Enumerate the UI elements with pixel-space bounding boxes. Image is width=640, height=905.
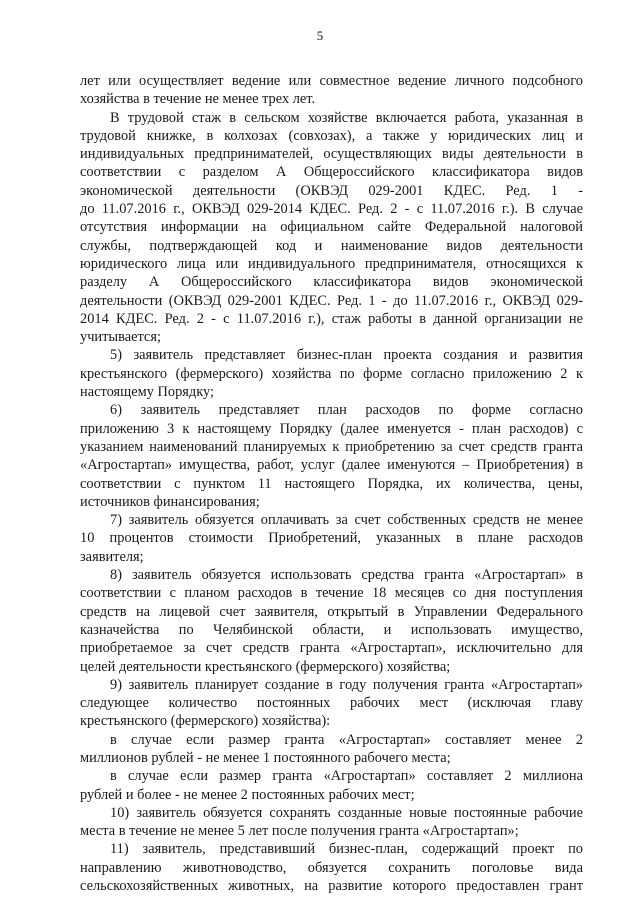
text-line: индивидуальных предпринимателей, осуществляющих виды деятельности в bbox=[80, 146, 583, 163]
text-line: деятельности (ОКВЭД 029-2001 КДЕС. Ред. 1 - до 11.07.2016 г., ОКВЭД 029- bbox=[80, 292, 583, 309]
text-line: соответствии с пунктом 11 настоящего Порядка, их количества, цены, bbox=[80, 475, 583, 492]
text-line: миллионов рублей - не менее 1 постоянного рабочего места; bbox=[80, 749, 451, 766]
text-line: В трудовой стаж в сельском хозяйстве включается работа, указанная в bbox=[110, 109, 583, 126]
text-line: крестьянского (фермерского) хозяйства по форме согласно приложению 2 к bbox=[80, 365, 583, 382]
text-line: разделу А Общероссийского классификатора видов экономической bbox=[80, 274, 583, 291]
text-line: источников финансирования; bbox=[80, 493, 260, 510]
text-line: приложению 3 к настоящему Порядку (далее именуется - план расходов) с bbox=[80, 420, 583, 437]
text-line: трудовой книжке, в колхозах (совхозах), а также у юридических лиц и bbox=[80, 127, 583, 144]
text-line: 2014 КДЕС. Ред. 2 - с 11.07.2016 г.), стаж работы в данной организации не bbox=[80, 310, 583, 327]
text-line: 11) заявитель, представивший бизнес-план, содержащий проект по bbox=[110, 841, 583, 858]
text-line: 10 процентов стоимости Приобретений, указанных в плане расходов bbox=[80, 530, 583, 547]
text-line: экономической деятельности (ОКВЭД 029-2001 КДЕС. Ред. 1 - bbox=[80, 182, 583, 199]
document-body bbox=[80, 72, 583, 895]
text-line: 8) заявитель обязуется использовать средства гранта «Агростартап» в bbox=[110, 567, 583, 584]
text-line: 9) заявитель планирует создание в году получения гранта «Агростартап» bbox=[110, 676, 583, 693]
text-line: указанием наименований планируемых к приобретению за счет средств гранта bbox=[80, 438, 583, 455]
text-line: до 11.07.2016 г., ОКВЭД 029-2014 КДЕС. Ред. 2 - с 11.07.2016 г.). В случае bbox=[80, 201, 583, 218]
text-line: 7) заявитель обязуется оплачивать за счет собственных средств не менее bbox=[110, 512, 583, 529]
text-line: юридического лица или индивидуального предпринимателя, относящихся к bbox=[80, 255, 583, 272]
text-line: учитывается; bbox=[80, 329, 161, 346]
text-line: отсутствия информации на официальном сайте Федеральной налоговой bbox=[80, 219, 583, 236]
text-line: в случае если размер гранта «Агростартап» составляет 2 миллиона bbox=[110, 768, 583, 785]
text-line: рублей и более - не менее 2 постоянных рабочих мест; bbox=[80, 786, 415, 803]
text-line: настоящему Порядку; bbox=[80, 384, 214, 401]
text-line: лет или осуществляет ведение или совместное ведение личного подсобного bbox=[80, 73, 583, 89]
text-line: 5) заявитель представляет бизнес-план проекта создания и развития bbox=[110, 347, 583, 364]
text-line: казначейства по Челябинской области, и использовать имущество, bbox=[80, 621, 583, 638]
text-line: в случае если размер гранта «Агростартап» составляет менее 2 bbox=[110, 731, 583, 748]
text-line: 10) заявитель обязуется сохранять созданные новые постоянные рабочие bbox=[110, 804, 583, 821]
text-line: средств на лицевой счет заявителя, открытый в Управлении Федерального bbox=[80, 603, 583, 620]
text-line: следующее количество постоянных рабочих мест (исключая главу bbox=[80, 695, 583, 712]
text-line: крестьянского (фермерского) хозяйства): bbox=[80, 713, 331, 730]
text-line: 6) заявитель представляет план расходов по форме согласно bbox=[110, 402, 583, 419]
text-line: целей деятельности крестьянского (фермерского) хозяйства; bbox=[80, 658, 451, 675]
page-number: 5 bbox=[316, 28, 324, 43]
text-line: хозяйства в течение не менее трех лет. bbox=[80, 91, 316, 108]
text-line: «Агростартап» имущества, работ, услуг (далее именуются – Приобретения) в bbox=[80, 457, 583, 474]
text-line: сельскохозяйственных животных, на развитие которого предоставлен грант bbox=[80, 878, 583, 895]
text-line: приобретаемое за счет средств гранта «Агростартап», исключительно для bbox=[80, 640, 583, 657]
text-line: заявителя; bbox=[80, 548, 144, 565]
text-line: места в течение не менее 5 лет после получения гранта «Агростартап»; bbox=[80, 823, 519, 840]
text-line: соответствии с планом расходов в течение 18 месяцев со дня поступления bbox=[80, 585, 583, 602]
text-line: направлению животноводство, обязуется сохранить поголовье вида bbox=[80, 859, 583, 876]
text-line: службы, подтверждающей код и наименование видов деятельности bbox=[80, 237, 583, 254]
text-line: соответствии с разделом А Общероссийского классификатора видов bbox=[80, 164, 583, 181]
